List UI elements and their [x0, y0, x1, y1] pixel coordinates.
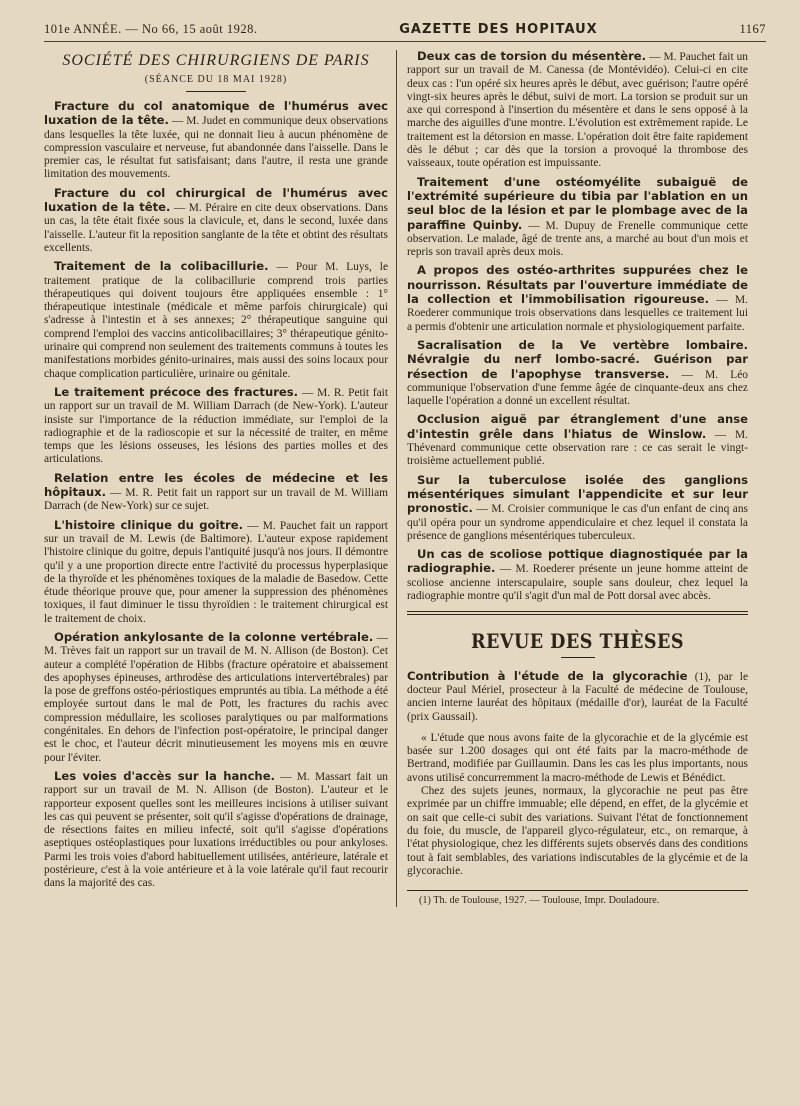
article-entry	[44, 187, 388, 255]
footnote: (1) Th. de Toulouse, 1927. — Toulouse, Impr. Douladoure.	[419, 895, 660, 907]
article-heading: Fracture du col chirurgical de l'humérus avec luxation de la tête.	[44, 185, 388, 215]
header-issue: 101e ANNÉE. — No 66, 15 août 1928.	[44, 22, 258, 36]
article-entry	[407, 474, 748, 543]
article-entry	[44, 100, 388, 182]
article-heading: Occlusion aiguë par étranglement d'une anse d'intestin grêle dans l'hiatus de Winslow.	[407, 412, 748, 441]
thesis-title: Contribution à l'étude de la glycorachie	[407, 668, 688, 683]
article-heading: Relation entre les écoles de médecine et les hôpitaux.	[44, 470, 388, 500]
article-entry	[407, 339, 748, 408]
article-body: — M. Pauchet fait un rapport sur un travail de M. Lewis (de Baltimore). L'auteur expose rapidement l'histoire clinique du goitre, depuis l'antiquité jusqu'à nos jours. Il démontre qu'il y a une proportion directe entre l'activité du processus hyperplasique de la thyroïde et les phénomènes toxiques de la maladie de Basedow. Cette étude théorique prouve que, pour amener la suppression des phénomènes toxiques, il faut diminuer le tissu thyroïdien : le traitement chirurgical est le traitement de choix.	[44, 519, 388, 625]
article-body: — M. Judet en communique deux observations dans lesquelles la tête luxée, qui ne donnait lieu à aucun phénomène de compression vasculaire et nerveuse, fut abandonnée dans l'aisselle. Dans le premier cas, le résultat fut satisfaisant; dans l'autre, il resta une grande limitation des mouvements.	[44, 115, 388, 181]
article-body: — Pour M. Luys, le traitement pratique de la colibacillurie comprend trois parties thérapeutiques qui doivent toujours être appliquées ensemble : 1° thérapeutique intestinale (médicale et même parfois chirurgicale) qui s'adresse à l'intestin et à ses annexes; 2° thérapeutique sanguine qui comprend l'emploi des vaccins anticolibacillaires; 3° thérapeutique génito-urinaire qui comprend non seulement des traitements communs à toutes les manifestations morbides génito-urinaires, mais aussi des soins locaux pour chaque complication particulière, urinaire ou génitale.	[44, 261, 388, 380]
article-entry	[44, 260, 388, 381]
article-heading: Sacralisation de la Ve vertèbre lombaire. Névralgie du nerf lombo-sacré. Guérison par résection de l'apophyse transverse.	[407, 337, 748, 381]
section-divider	[407, 611, 748, 615]
session-date: (SÉANCE DU 18 MAI 1928)	[144, 74, 288, 85]
article-body: — M. Roederer communique trois observations dans lesquelles ce traitement lui a permis d'obtenir une articulation normale et physiologiquement parfaite.	[407, 294, 748, 333]
article-heading: Sur la tuberculose isolée des ganglions mésentériques simulant l'appendicite et sur leur pronostic.	[407, 472, 748, 516]
article-heading: Opération ankylosante de la colonne vertébrale.	[54, 629, 374, 644]
header-page-number: 1167	[739, 22, 766, 36]
running-header	[44, 22, 766, 42]
left-column	[44, 50, 396, 907]
article-body: — M. R. Petit fait un rapport sur un travail de M. William Darrach (de New-York) sur ce sujet.	[44, 487, 388, 513]
article-body: — M. Pauchet fait un rapport sur un travail de M. Canessa (de Montévidéo). Celui-ci en cite deux cas : l'un opéré six heures après le début, avec guérison; l'autre opéré vingt-six heures après le début, suivi de mort. La torsion se produit sur un axe qui correspond à l'insertion du mésentère et dans le sens opposé à la marche des aiguilles d'une montre. L'évolution est extrêmement rapide. Le traitement est la détorsion en masse. L'opération doit être faite rapidement dès le début ; car dès que la torsion a provoqué la thrombose des vaisseaux, toute opération est impuissante.	[407, 51, 748, 170]
article-heading: Fracture du col anatomique de l'humérus avec luxation de la tête.	[44, 99, 388, 128]
article-heading: Les voies d'accès sur la hanche.	[54, 768, 275, 783]
article-heading: Traitement d'une ostéomyélite subaiguë de l'extrémité supérieure du tibia par l'ablation en un seul bloc de la lésion et par le plombage avec de la paraffine Quinby.	[407, 174, 748, 232]
article-heading: Un cas de scoliose pottique diagnostiquée par la radiographie.	[407, 547, 748, 576]
thesis-author-details: (1), par le docteur Paul Mériel, prosecteur à la Faculté de médecine de Toulouse, ancien interne lauréat des hôpitaux (médaille d'or), lauréat de la Faculté (prix Gaussail).	[407, 670, 748, 723]
article-heading: A propos des ostéo-arthrites suppurées chez le nourrisson. Résultats par l'ouverture immédiate de la collection et l'immobilisation rigoureuse.	[407, 263, 748, 307]
article-body: — M. Massart fait un rapport sur un travail de M. N. Allison (de Boston). L'auteur et le rapporteur exposent quelles sont les meilleures incisions à utiliser suivant les cas qui peuvent se présenter, soit qu'il s'agisse d'opérations de drainage, de résections faites en milieu infecté, soit qu'il s'agisse d'opérations aseptiques ostéoplastiques pour luxations irréductibles ou pour ankyloses. Parmi les trois voies d'abord habituellement utilisées, antérieure, latérale et postérieure, c'est à la voie antérieure et à la voie latérale qu'il faut recourir dans la majorité des cas.	[44, 770, 388, 890]
short-rule	[186, 91, 246, 92]
article-entry	[407, 264, 748, 333]
article-heading: L'histoire clinique du goitre.	[54, 517, 244, 532]
article-body: — M. Léo communique l'observation d'une femme âgée de cinquante-deux ans chez laquelle l'opération a donné un excellent résultat.	[407, 368, 748, 408]
article-entry	[44, 519, 388, 626]
two-columns	[44, 50, 766, 907]
article-entry	[44, 472, 388, 514]
article-body: — M. Dupuy de Frenelle communique cette observation. Le malade, âgé de trente ans, a marché au bout d'un mois et repris son travail après deux mois.	[407, 219, 748, 259]
article-body: — M. Croisier communique le cas d'un enfant de cinq ans qu'il opéra pour un syndrome appendiculaire et chez lequel il constata la présence de ganglions mésentériques tuberculeux.	[407, 503, 748, 542]
article-body: — M. R. Petit fait un rapport sur un travail de M. William Darrach (de New-York). L'auteur insiste sur l'importance de la réduction immédiate, sur l'emploi de la radiographie et de la radioscopie et sur la nécessité de traiter, en même temps que les lésions osseuses, les lésions des parties molles et des articulations.	[44, 386, 388, 466]
article-entry	[407, 176, 748, 260]
revue-section-title: REVUE DES THÈSES	[470, 629, 685, 654]
article-entry	[407, 548, 748, 603]
article-heading: Traitement de la colibacillurie.	[54, 259, 269, 274]
short-rule	[561, 657, 595, 658]
article-entry	[407, 413, 748, 468]
header-journal-title: GAZETTE DES HOPITAUX	[399, 22, 598, 37]
right-column	[396, 50, 748, 907]
article-body: — M. Thévenard communique cette observation rare : ce cas serait le vingt-troisième actuellement publié.	[407, 428, 748, 468]
society-title: SOCIÉTÉ DES CHIRURGIENS DE PARIS	[62, 52, 370, 69]
article-entry	[407, 50, 748, 171]
article-body: — M. Trèves fait un rapport sur un travail de M. N. Allison (de Boston). Cet auteur a complété l'opération de Hibbs (fracture opératoire et abaissement des apophyses épineuses, arthrodèse des articulations intervertébrales) par la pose de greffons ostéo-périostiques empruntés au tibia. La méthode a été employée surtout dans le mal de Pott, les fractures du rachis avec compression médullaire, les scolioses paralytiques ou par malformations congénitales. En dehors de l'infection post-opératoire, le principal danger est le choc, et l'auteur décrit minutieusement les moyens mis en œuvre pour l'éviter.	[44, 631, 388, 764]
footnote-rule	[407, 890, 748, 891]
article-entry	[44, 386, 388, 467]
thesis-citation	[407, 670, 748, 724]
article-body: — M. Péraire en cite deux observations. Dans un cas, la tête était fixée sous la clavicule, et, dans le second, luxée dans l'aisselle. L'auteur fit la reposition sanglante de la tête et obtint des résultats excellents.	[44, 202, 388, 254]
article-heading: Le traitement précoce des fractures.	[54, 384, 299, 399]
article-heading: Deux cas de torsion du mésentère.	[417, 49, 647, 63]
thesis-paragraph: « L'étude que nous avons faite de la glycorachie et de la glycémie est basée sur 1.200 dosages qui ont été faits par la macro-méthode de Bertrand, modifiée par Guillaumin. Dans les cas les plus importants, nous avons utilisé concurremment la macro-méthode de Lewis et Bénédict.	[407, 731, 748, 784]
article-entry	[44, 631, 388, 765]
article-body: — M. Roederer présente un jeune homme atteint de scoliose ancienne interscapulaire, souple sans douleur, chez lequel la radiographie montre qu'il s'agit d'un mal de Pott dorsal avec abcès.	[407, 563, 748, 602]
article-entry	[44, 770, 388, 891]
thesis-paragraph: Chez des sujets jeunes, normaux, la glycorachie ne peut pas être exprimée par un chiffre immuable; elle dépend, en effet, de la glycémie et on sait que celle-ci subit des variations. Suivant l'état de fonctionnement du foie, du muscle, de l'appareil glyco-régulateur, etc., on remarque, à l'état physiologique, chez les différents sujets observés dans des conditions tout à fait semblables, des variations indiscutables de la glycémie et de la glycorachie.	[407, 785, 748, 877]
